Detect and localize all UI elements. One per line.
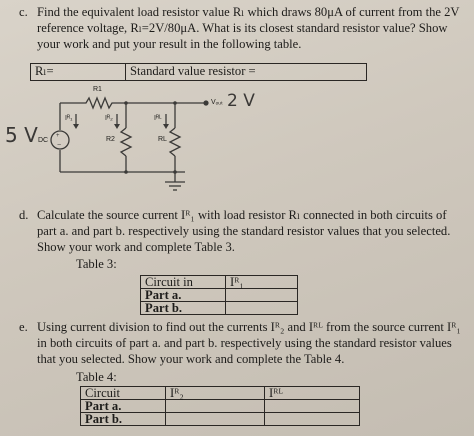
table-3-cell-part-b — [226, 302, 298, 315]
table-4-cell-part-b-ir2 — [166, 413, 265, 426]
dc-label: DC — [38, 137, 49, 144]
table-3-title: Table 3: — [76, 257, 117, 271]
part-d-line-3: Show your work and complete Table 3. — [37, 240, 235, 254]
table-4-row-part-b: Part b. — [81, 413, 166, 426]
table-4-cell-part-a-irl — [265, 400, 360, 413]
part-c-line-2: reference voltage, Rₗ=2V/80μA. What is its closest standard resistor value? Show — [37, 21, 448, 35]
table-4-cell-part-b-irl — [265, 413, 360, 426]
part-c-line-3: your work and put your result in the following table. — [37, 37, 302, 51]
part-c-line-1: Find the equivalent load resistor value Rₗ which draws 80μA of current from the 2V — [37, 5, 460, 19]
handwritten-vout-value: 2 V — [227, 91, 255, 111]
rl-label: RL — [158, 136, 167, 143]
vout-label: Vₒᵤₜ — [211, 99, 224, 106]
ir1-label: Iᴿ₁ — [65, 115, 73, 122]
table-4-row-part-a: Part a. — [81, 400, 166, 413]
part-e-line-3: that you selected. Show your work and complete the Table 4. — [37, 352, 345, 366]
table-3-row-part-a: Part a. — [141, 289, 226, 302]
ir2-label: Iᴿ₂ — [105, 115, 113, 122]
table-4-header-irl: Iᴿᴸ — [265, 387, 360, 400]
table-4-cell-part-a-ir2 — [166, 400, 265, 413]
table-3-cell-part-a — [226, 289, 298, 302]
rl-value-label: Rₗ= — [35, 64, 54, 78]
part-e-letter: e. — [19, 320, 28, 334]
standard-value-label: Standard value resistor = — [130, 64, 256, 78]
r2-label: R2 — [106, 136, 115, 143]
part-d-line-1: Calculate the source current Iᴿ₁ with load resistor Rₗ connected in both circuits of — [37, 208, 447, 222]
part-d-line-2: part a. and part b. respectively using the standard resistor values that you selected. — [37, 224, 451, 238]
table-4-title: Table 4: — [76, 370, 117, 384]
table-3 — [140, 275, 298, 315]
table-4 — [80, 386, 360, 426]
table-4-header-ir2: Iᴿ₂ — [166, 387, 265, 400]
part-c-letter: c. — [19, 5, 28, 19]
svg-text:+: + — [56, 133, 60, 139]
part-e-line-2: in both circuits of part a. and part b. respectively using the standard resistor values — [37, 336, 452, 350]
table-3-header-ir1: Iᴿ₁ — [226, 276, 298, 289]
handwritten-source-value: 5 V — [5, 123, 38, 147]
r1-label: R1 — [93, 86, 102, 93]
table-3-header-circuit: Circuit in — [141, 276, 226, 289]
table-3-row-part-b: Part b. — [141, 302, 226, 315]
part-d-letter: d. — [19, 208, 29, 222]
irl-label: Iᴿᴸ — [154, 115, 162, 122]
part-e-line-1: Using current division to find out the currents Iᴿ₂ and Iᴿᴸ from the source current Iᴿ₁ — [37, 320, 461, 334]
table-4-header-circuit: Circuit — [81, 387, 166, 400]
svg-text:−: − — [57, 142, 62, 149]
